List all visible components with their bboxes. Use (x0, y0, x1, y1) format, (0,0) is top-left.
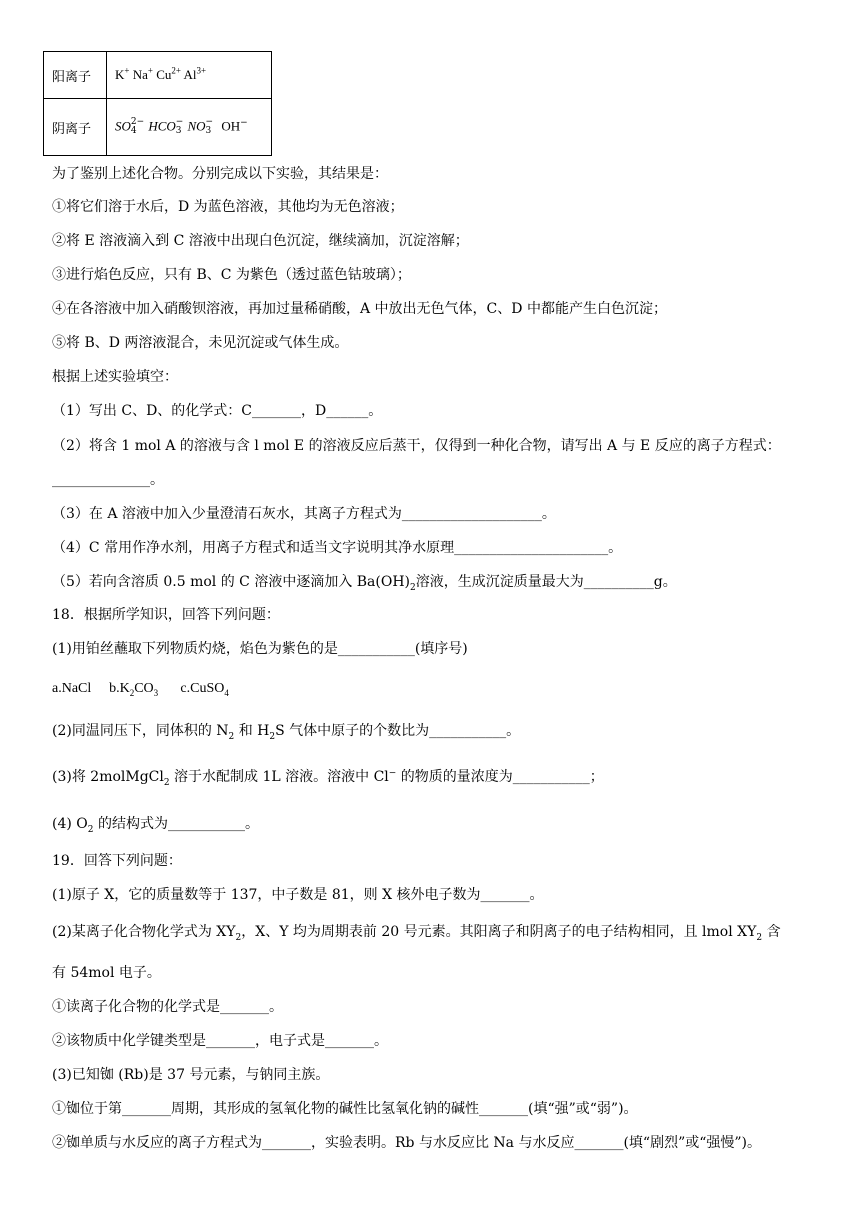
q17-exp5: ⑤将 B、D 两溶液混合，未见沉淀或气体生成。 (52, 335, 349, 351)
cation-list: K+ Na+ $Cu^{2+}$ $Al^{3+}$ (107, 52, 272, 99)
option-c: c.CuSO$_4$ (180, 681, 229, 698)
q17-part3: （3）在 A 溶液中加入少量澄清石灰水，其离子方程式为____________________。 (52, 506, 556, 522)
q18-options (52, 679, 229, 698)
q19-part3-i: ①铷位于第_______周期，其形成的氢氧化物的碱性比氢氧化钠的碱性_______(填“强”或“弱”)。 (52, 1101, 638, 1117)
q17-fill-prompt: 根据上述实验填空： (52, 369, 178, 385)
q18-part2: (2)同温同压下，同体积的 $N_2$ 和 $H_2S$ 气体中原子的个数比为___________。 (52, 723, 521, 742)
q17-exp2: ②将 E 溶液滴入到 C 溶液中出现白色沉淀，继续滴加，沉淀溶解； (52, 233, 469, 249)
q17-exp4: ④在各溶液中加入硝酸钡溶液，再加过量稀硝酸，A 中放出无色气体，C、D 中都能产生白色沉淀； (52, 301, 667, 317)
q18-part3: (3)将 2molMgCl$_2$ 溶于水配制成 1L 溶液。溶液中 Cl− 的物质的量浓度为___________； (52, 768, 604, 788)
q18-part4: (4) $O_2$ 的结构式为___________。 (52, 816, 259, 835)
q19-part1: (1)原子 X，它的质量数等于 137，中子数是 81，则 X 核外电子数为_______。 (52, 887, 544, 903)
q17-part5: （5）若向含溶质 0.5 mol 的 C 溶液中逐滴加入 $Ba(OH)_2$溶液，生成沉淀质量最大为__________g。 (52, 574, 677, 593)
q19-title: 19．回答下列问题： (52, 853, 182, 869)
anion-label: 阴离子 (44, 99, 107, 156)
q17-exp3: ③进行焰色反应，只有 B、C 为紫色（透过蓝色钴玻璃）； (52, 267, 411, 283)
q19-part2: (2)某离子化合物化学式为 $XY_2$，X、Y 均为周期表前 20 号元素。其阳离子和阴离子的电子结构相同，且 lmol $XY_2$ 含 (52, 924, 781, 943)
q17-intro: 为了鉴别上述化合物。分别完成以下实验，其结果是： (52, 166, 388, 182)
q18-title: 18．根据所学知识，回答下列问题： (52, 607, 280, 623)
cation-label: 阳离子 (44, 52, 107, 99)
q17-part1: （1）写出 C、D、的化学式：C_______，D______。 (52, 403, 383, 419)
q17-part2-answer: ______________。 (52, 472, 164, 488)
option-b: $b.K_2CO_3$ (109, 681, 159, 698)
q17-exp1: ①将它们溶于水后，D 为蓝色溶液，其他均为无色溶液； (52, 199, 404, 215)
q19-part2-i: ①读离子化合物的化学式是_______。 (52, 999, 283, 1015)
q18-part1: (1)用铂丝蘸取下列物质灼烧，焰色为紫色的是___________(填序号) (52, 641, 468, 657)
option-a: a.NaCl (52, 681, 92, 696)
q17-part2: （2）将含 1 mol A 的溶液与含 l mol E 的溶液反应后蒸干，仅得到一种化合物，请写出 A 与 E 反应的离子方程式： (52, 438, 781, 454)
q19-part2-ii: ②该物质中化学键类型是_______，电子式是_______。 (52, 1033, 388, 1049)
q19-part3-ii: ②铷单质与水反应的离子方程式为_______，实验表明。Rb 与水反应比 Na 与水反应_______(填“剧烈”或“强慢”)。 (52, 1135, 762, 1151)
q17-part4: （4）C 常用作净水剂，用离子方程式和适当文字说明其净水原理______________________。 (52, 540, 623, 556)
ion-table (43, 51, 272, 156)
anion-list: SO 2− 4 HCO − 3 NO − 3 OH− (107, 99, 272, 156)
q19-part3: (3)已知铷 (Rb)是 37 号元素，与钠同主族。 (52, 1067, 330, 1083)
q19-part2-cont: 有 54mol 电子。 (52, 965, 161, 981)
